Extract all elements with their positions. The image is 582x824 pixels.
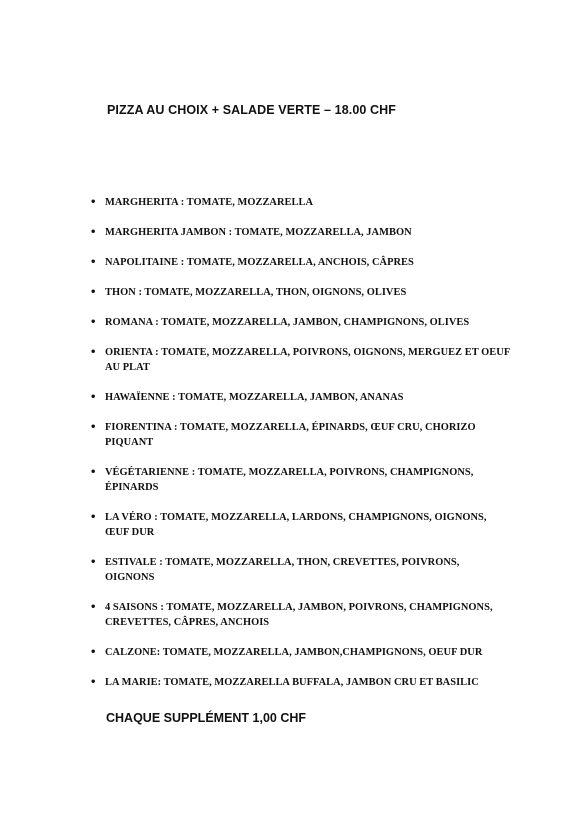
pizza-description: ORIENTA : TOMATE, MOZZARELLA, POIVRONS, OIGNONS, MERGUEZ ET OEUF AU PLAT [105,347,510,373]
pizza-description: MARGHERITA : TOMATE, MOZZARELLA [105,197,314,208]
pizza-description: ROMANA : TOMATE, MOZZARELLA, JAMBON, CHAMPIGNONS, OLIVES [105,317,470,328]
list-item [90,225,510,240]
list-item [90,465,510,495]
bullet-icon: • [90,512,97,523]
pizza-description: LA MARIE: TOMATE, MOZZARELLA BUFFALA, JAMBON CRU ET BASILIC [105,677,479,688]
pizza-description: MARGHERITA JAMBON : TOMATE, MOZZARELLA, JAMBON [105,227,412,238]
pizza-description: HAWAÏENNE : TOMATE, MOZZARELLA, JAMBON, ANANAS [105,392,404,403]
supplement-note: CHAQUE SUPPLÉMENT 1,00 CHF [106,711,307,725]
pizza-description: CALZONE: TOMATE, MOZZARELLA, JAMBON,CHAMPIGNONS, OEUF DUR [105,647,483,658]
list-item [90,510,510,540]
pizza-description: 4 SAISONS : TOMATE, MOZZARELLA, JAMBON, POIVRONS, CHAMPIGNONS, CREVETTES, CÂPRES, ANCHOIS [105,602,493,628]
list-item [90,390,510,405]
list-item [90,675,510,690]
bullet-icon: • [90,647,97,658]
bullet-icon: • [90,392,97,403]
pizza-description: NAPOLITAINE : TOMATE, MOZZARELLA, ANCHOIS, CÂPRES [105,257,414,268]
bullet-icon: • [90,227,97,238]
bullet-icon: • [90,602,97,613]
list-item [90,555,510,585]
bullet-icon: • [90,257,97,268]
list-item [90,345,510,375]
bullet-icon: • [90,347,97,358]
pizza-description: ESTIVALE : TOMATE, MOZZARELLA, THON, CREVETTES, POIVRONS, OIGNONS [105,557,460,583]
list-item [90,600,510,630]
list-item [90,420,510,450]
bullet-icon: • [90,197,97,208]
pizza-description: FIORENTINA : TOMATE, MOZZARELLA, ÉPINARDS, ŒUF CRU, CHORIZO PIQUANT [105,422,476,448]
bullet-icon: • [90,287,97,298]
pizza-description: LA VÉRO : TOMATE, MOZZARELLA, LARDONS, CHAMPIGNONS, OIGNONS, ŒUF DUR [105,512,487,538]
list-item [90,285,510,300]
pizza-description: VÉGÉTARIENNE : TOMATE, MOZZARELLA, POIVRONS, CHAMPIGNONS, ÉPINARDS [105,467,474,493]
list-item [90,315,510,330]
page-title: PIZZA AU CHOIX + SALADE VERTE – 18.00 CHF [107,103,396,117]
list-item [90,195,510,210]
bullet-icon: • [90,422,97,433]
bullet-icon: • [90,467,97,478]
list-item [90,255,510,270]
bullet-icon: • [90,557,97,568]
pizza-description: THON : TOMATE, MOZZARELLA, THON, OIGNONS, OLIVES [105,287,407,298]
list-item [90,645,510,660]
bullet-icon: • [90,317,97,328]
pizza-list [90,195,510,705]
bullet-icon: • [90,677,97,688]
